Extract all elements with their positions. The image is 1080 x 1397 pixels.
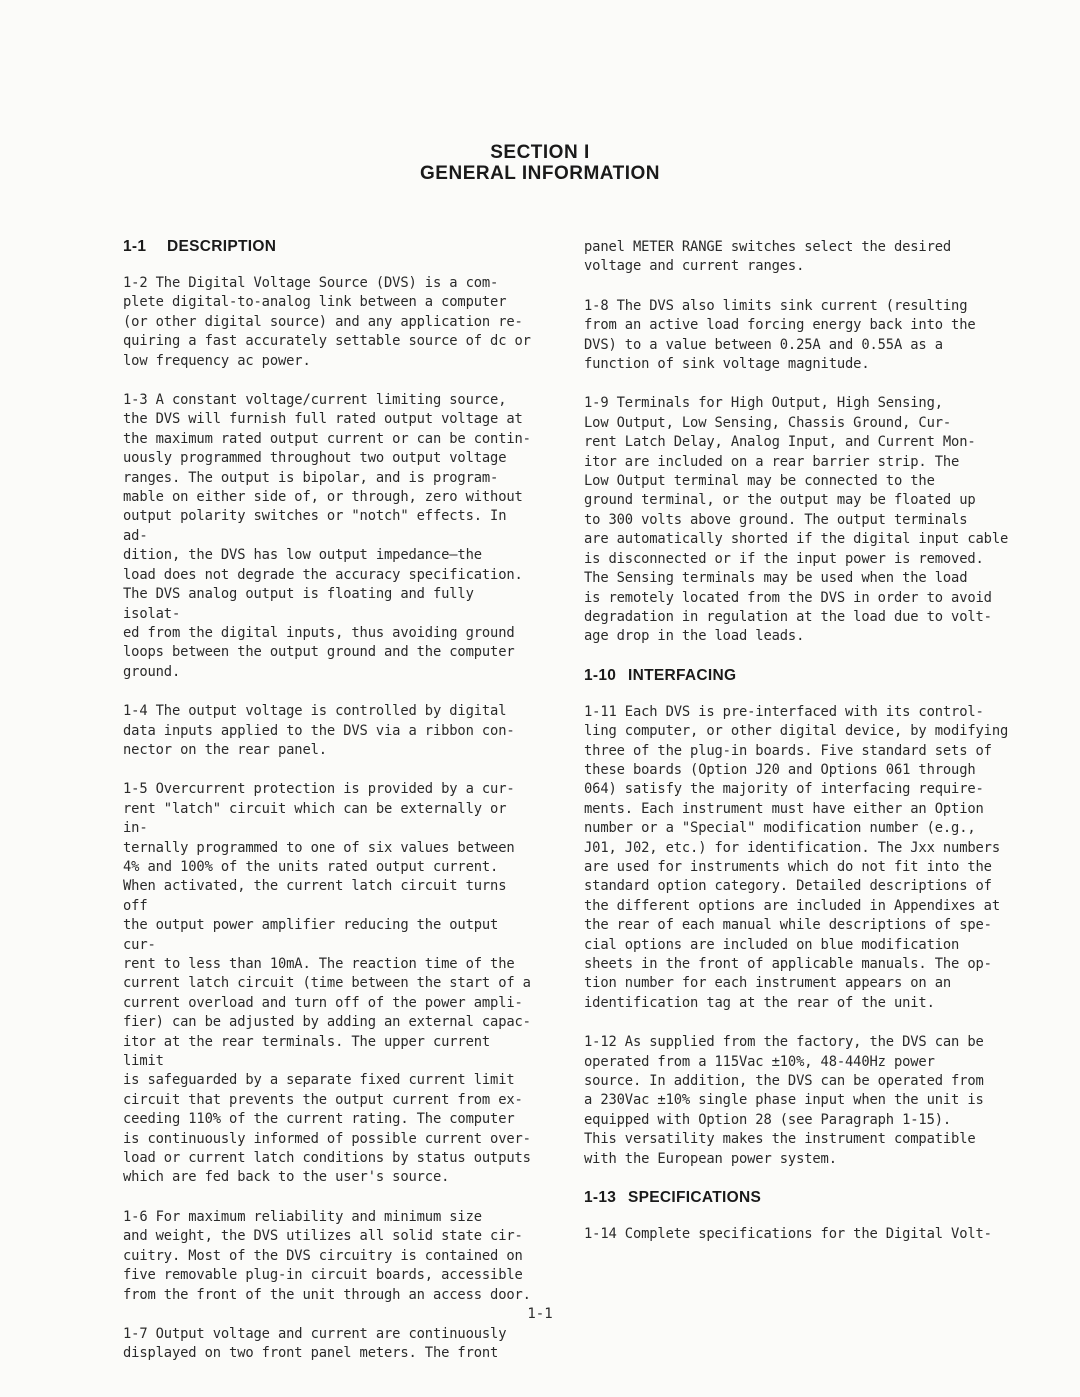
paragraph: 1-4 The output voltage is controlled by digital data inputs applied to the DVS via a ribbon con- nector on the rear panel. <box>123 703 515 758</box>
paragraph: 1-5 Overcurrent protection is provided by a cur- rent "latch" circuit which can be externally or in- ternally programmed to one of six values between 4% and 100% of the units rated output current. When activated, the current latch circuit turns off the output power amplifier reducing the output cur- rent to less than 10mA. The reaction time of the current latch circuit (time between the start of a current overload and turn off of the power ampli- fier) can be adjusted by adding an external capac- itor at the rear terminals. The upper current limit is safeguarded by a separate fixed current limit circuit that prevents the output current from ex- ceeding 110% of the current rating. The computer is continuously informed of possible current over- load or current latch conditions by status outputs which are fed back to the user's source. <box>123 781 531 1186</box>
paragraph: 1-11 Each DVS is pre-interfaced with its control- ling computer, or other digital device, by modifying three of the plug-in boards. Five standard sets of these boards (Option J20 and Options 061 through 064) satisfy the majority of interfacing require- ments. Each instrument must have either an Option number or a "Special" modification number (e.g., J01, J02, etc.) for identification. The Jxx numbers are used for instruments which do not fit into the standard option category. Detailed descriptions of the different options are included in Appendixes at the rear of each manual while descriptions of spe- cial options are included on blue modification sheets in the front of applicable manuals. The op- tion number for each instrument appears on an identification tag at the rear of the unit. <box>584 703 1009 1011</box>
subsection-title: SPECIFICATIONS <box>628 1189 762 1207</box>
paragraph: 1-9 Terminals for High Output, High Sensing, Low Output, Low Sensing, Chassis Ground, Cur- rent Latch Delay, Analog Input, and Current Mon- itor are included on a rear barrier strip. The Low Output terminal may be connected to the ground terminal, or the output may be floated up to 300 volts above ground. The output terminals are automatically shorted if the digital input cable is disconnected or if the input power is removed. The Sensing terminals may be used when the load is remotely located from the DVS in order to avoid degradation in regulation at the load due to volt- age drop in the load leads. <box>584 395 1009 645</box>
paragraph: 1-14 Complete specifications for the Digital Volt- <box>584 1226 992 1243</box>
right-column <box>584 238 1016 1264</box>
subsection-heading <box>584 1189 1016 1207</box>
paragraph: 1-8 The DVS also limits sink current (resulting from an active load forcing energy back into the DVS) to a value between 0.25A and 0.55A as a function of sink voltage magnitude. <box>584 297 976 373</box>
page-number: 1-1 <box>527 1306 553 1322</box>
section-number: SECTION I <box>490 142 590 163</box>
paragraph: 1-7 Output voltage and current are continuously displayed on two front panel meters. The front <box>123 1325 507 1362</box>
subsection-title: DESCRIPTION <box>167 238 277 255</box>
subsection-number: 1-10 <box>584 666 617 684</box>
section-title: GENERAL INFORMATION <box>420 163 660 184</box>
paragraph: panel METER RANGE switches select the desired voltage and current ranges. <box>584 239 952 275</box>
paragraph: 1-2 The Digital Voltage Source (DVS) is a com- plete digital-to-analog link between a computer (or other digital source) and any application re- quiring a fast accurately settable source of dc or low frequency ac power. <box>123 275 531 369</box>
subsection-heading <box>123 238 538 256</box>
paragraph: 1-3 A constant voltage/current limiting source, the DVS will furnish full rated output voltage at the maximum rated output current or can be contin- uously programmed throughout two output voltage ranges. The output is bipolar, and is program- mable on either side of, or through, zero without output polarity switches or "notch" effects. In ad- dition, the DVS has low output impedance—the load does not degrade the accuracy specification. The DVS analog output is floating and fully isolat- ed from the digital inputs, thus avoiding ground loops between the output ground and the computer ground. <box>123 392 531 680</box>
paragraph: 1-6 For maximum reliability and minimum size and weight, the DVS utilizes all solid state cir- cuitry. Most of the DVS circuitry is contained on five removable plug-in circuit boards, accessible from the front of the unit through an access door. <box>123 1208 531 1303</box>
left-column <box>123 238 538 1384</box>
subsection-heading <box>584 667 1016 685</box>
subsection-number: 1-13 <box>584 1189 617 1207</box>
subsection-number: 1-1 <box>123 238 147 255</box>
paragraph: 1-12 As supplied from the factory, the DVS can be operated from a 115Vac ±10%, 48-440Hz power source. In addition, the DVS can be operated from a 230Vac ±10% single phase input when the unit is equipped with Option 28 (see Paragraph 1-15). This versatility makes the instrument compatible with the European power system. <box>584 1034 984 1167</box>
subsection-title: INTERFACING <box>628 666 737 684</box>
